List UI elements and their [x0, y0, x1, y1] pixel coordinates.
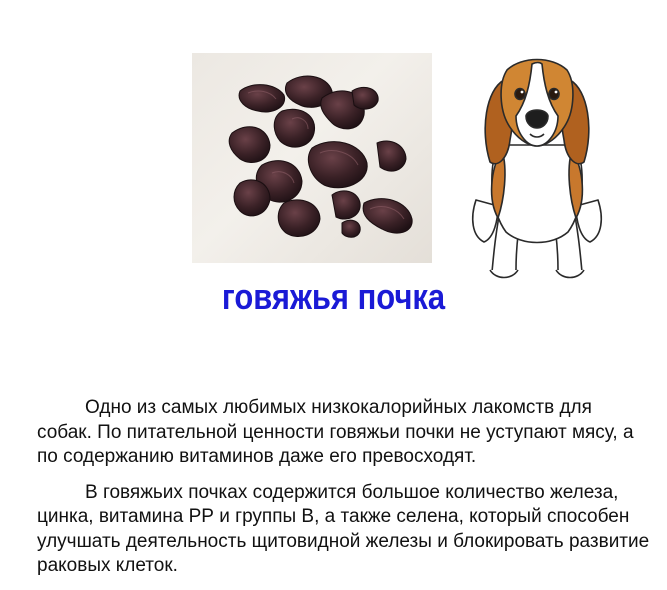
article-text	[37, 396, 652, 590]
paragraph-2: В говяжьих почках содержится большое количество железа, цинка, витамина РР и группы В, а также селена, который способен улучшать деятельность щитовидной железы и блокировать развитие раковых клеток.	[37, 481, 650, 576]
dried-kidney-pieces	[192, 53, 432, 263]
beagle-dog-icon	[462, 50, 612, 282]
beef-kidney-photo	[192, 53, 432, 263]
page-title: говяжья почка	[221, 276, 446, 317]
paragraph-1: Одно из самых любимых низкокалорийных лакомств для собак. По питательной ценности говяжьи почки не уступают мясу, а по содержанию витаминов даже его превосходят.	[37, 397, 634, 467]
beagle-illustration	[462, 50, 612, 282]
